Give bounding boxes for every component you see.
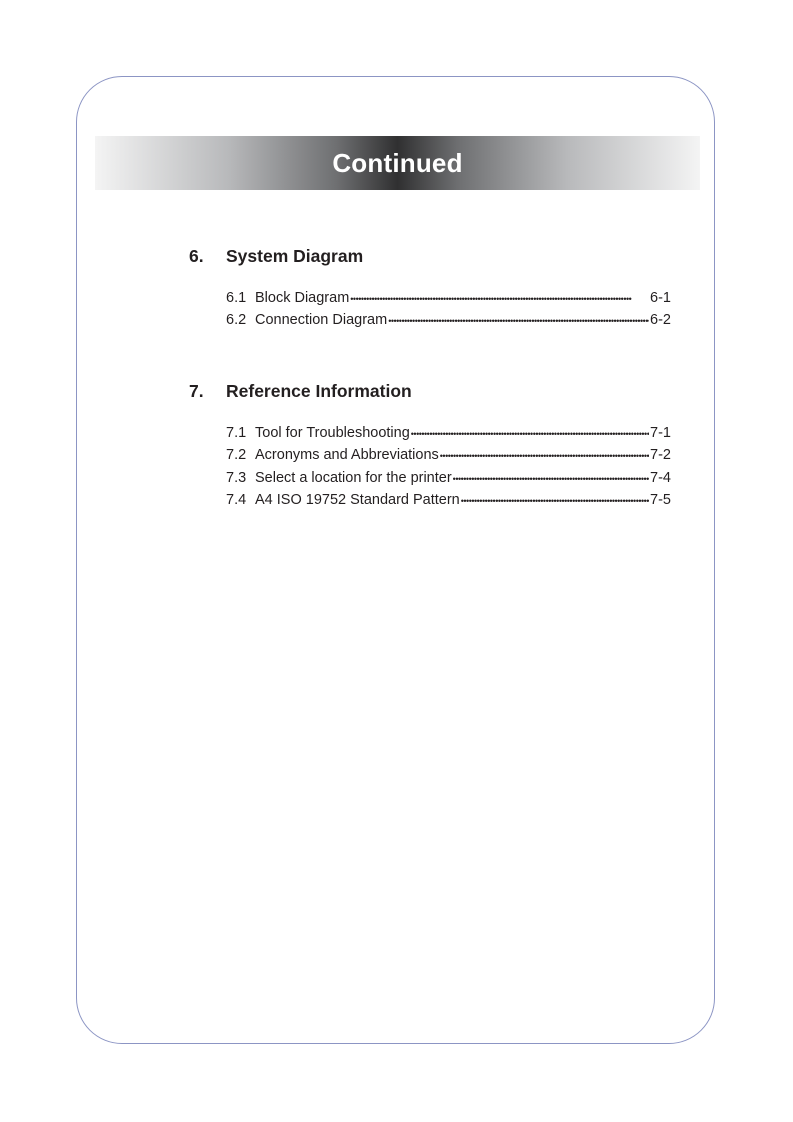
page-title: Continued: [332, 147, 463, 178]
entry-title: Block Diagram: [255, 290, 350, 307]
entry-title: A4 ISO 19752 Standard Pattern: [255, 492, 460, 509]
entry-page: 7-5: [650, 492, 671, 509]
toc-entry[interactable]: [226, 444, 671, 466]
section-number: 6.: [189, 245, 204, 266]
entry-number: 7.2: [226, 447, 247, 464]
entry-number: 7.4: [226, 492, 247, 509]
dot-leader: [388, 314, 649, 326]
dot-leader: [453, 472, 649, 484]
toc-entry[interactable]: [226, 422, 671, 444]
entry-page: 6-1: [650, 290, 671, 307]
entry-page: 6-2: [650, 312, 671, 329]
entry-number: 6.1: [226, 290, 247, 307]
toc-section-7: [189, 380, 671, 511]
entry-number: 7.3: [226, 469, 247, 486]
toc-section-6: [189, 245, 671, 332]
toc-entry[interactable]: [226, 467, 671, 489]
dot-leader: [440, 449, 649, 461]
toc-entry[interactable]: [226, 489, 671, 511]
dot-leader: [350, 292, 649, 304]
dot-leader: [411, 427, 649, 439]
entry-number: 7.1: [226, 425, 247, 442]
entry-title: Tool for Troubleshooting: [255, 425, 410, 442]
section-title: System Diagram: [226, 245, 364, 266]
title-banner: [95, 136, 700, 190]
section-title: Reference Information: [226, 380, 412, 401]
entry-number: 6.2: [226, 312, 247, 329]
entry-page: 7-2: [650, 447, 671, 464]
entry-title: Select a location for the printer: [255, 469, 452, 486]
page-frame: [76, 76, 715, 1044]
dot-leader: [461, 494, 649, 506]
section-heading: [189, 245, 671, 267]
entry-title: Connection Diagram: [255, 312, 388, 329]
entry-page: 7-4: [650, 469, 671, 486]
section-number: 7.: [189, 380, 204, 401]
entry-title: Acronyms and Abbreviations: [255, 447, 439, 464]
toc-entry[interactable]: [226, 287, 671, 309]
entry-page: 7-1: [650, 425, 671, 442]
section-heading: [189, 380, 671, 402]
toc-entry[interactable]: [226, 309, 671, 331]
